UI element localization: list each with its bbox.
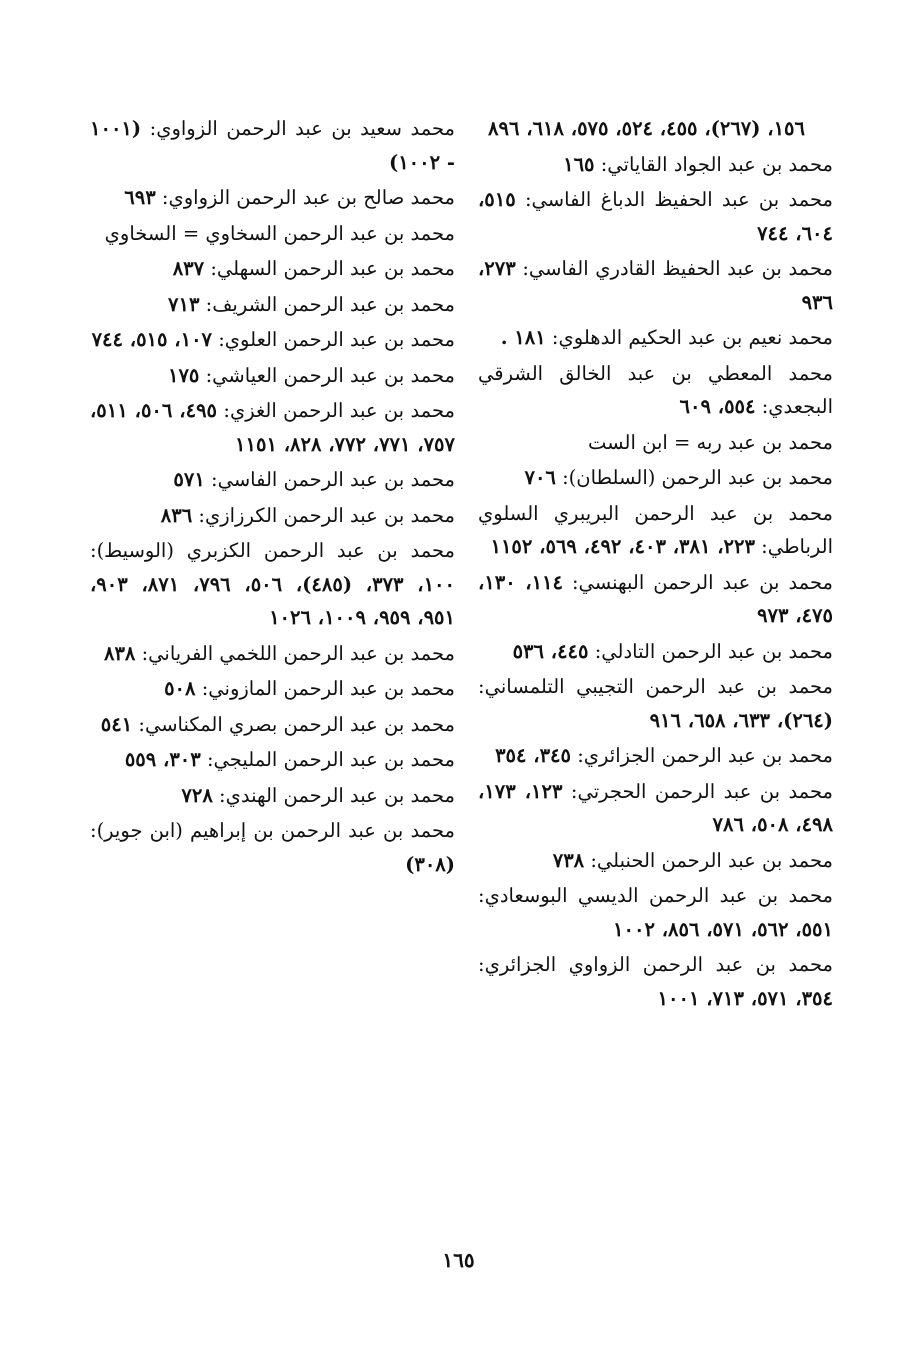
entry-name: محمد بن عبد ربه = ابن الست [588, 430, 833, 454]
entry-pages: ٣٤٥، ٣٥٤ [495, 744, 571, 767]
entry-pages: ١١٤، ١٣٠، ٤٧٥، ٩٧٣ [478, 570, 833, 627]
entry-pages: ٤٩٥، ٥٠٦، ٥١١، ٧٥٧، ٧٧١، ٧٧٢، ٨٢٨، ١١٥١ [90, 399, 455, 456]
index-entry [90, 637, 455, 671]
index-entry [90, 323, 455, 357]
entry-pages: ٧٢٨ [181, 783, 213, 807]
entry-name: محمد بن عبد الرحمن (السلطان): [562, 466, 833, 489]
index-entry [478, 775, 833, 842]
entry-pages: ٨٣٧ [172, 257, 205, 280]
entry-pages: ٦٩٣ [124, 186, 156, 209]
entry-pages: ٥٠٨ [164, 677, 196, 700]
entry-name: محمد بن عبد الرحمن الكرزازي: [198, 503, 455, 527]
entry-name: محمد بن عبد الحفيظ الدباغ الفاسي: [524, 188, 833, 211]
entry-name: محمد نعيم بن عبد الحكيم الدهلوي: [551, 326, 833, 349]
index-entry [90, 672, 455, 706]
entry-name: محمد بن عبد الرحمن السخاوي = السخاوي [104, 221, 455, 245]
entry-pages: ١٠٧، ٥١٥، ٧٤٤ [91, 328, 213, 351]
entry-pages: ٨٣٨ [103, 641, 136, 665]
index-entry [90, 499, 455, 533]
index-entry [90, 779, 455, 813]
entry-pages: ٥٥٤، ٦٠٩ [679, 395, 756, 418]
index-entry [90, 252, 455, 286]
entry-pages: ٧١٣ [168, 292, 200, 316]
entry-name: محمد بن عبد الرحمن الديسي البوسعادي: [478, 884, 833, 907]
entry-pages: ٧٠٦ [524, 466, 556, 489]
index-entry [478, 497, 833, 564]
index-entry [478, 879, 833, 946]
index-entry [478, 357, 833, 424]
entry-name: محمد بن عبد الرحمن الشريف: [205, 292, 455, 316]
entry-pages: ١٧٥ [167, 363, 200, 387]
entry-pages: ٥٤١ [100, 712, 133, 736]
index-entry [90, 463, 455, 497]
entry-name: محمد بن عبد الرحمن المازوني: [201, 677, 455, 700]
entry-pages: ٢٧٣، ٩٣٦ [478, 257, 833, 314]
index-entry [478, 635, 833, 669]
entry-name: محمد بن عبد الرحمن التجيبي التلمساني: [478, 675, 833, 698]
entry-name: محمد بن عبد الرحمن الزواوي الجزائري: [478, 953, 833, 976]
entry-pages: ١٦٥ [563, 152, 595, 176]
entry-pages: ٣٠٣، ٥٥٩ [124, 748, 201, 771]
index-entry [478, 426, 833, 460]
entry-pages: ٢٢٣، ٣٨١، ٤٠٣، ٤٩٢، ٥٦٩، ١١٥٢ [490, 535, 755, 558]
page-number: ١٦٥ [442, 1248, 475, 1272]
entry-pages: ١٥٦، (٢٦٧)، ٤٥٥، ٥٢٤، ٥٧٥، ٦١٨، ٨٩٦ [488, 117, 805, 140]
entry-name: محمد بن عبد الرحمن الكزبري (الوسيط): [90, 539, 455, 562]
entry-name: محمد بن عبد الرحمن الجزائري: [577, 744, 833, 767]
entry-name: محمد بن عبد الرحمن الهندي: [219, 783, 455, 807]
index-entry [478, 670, 833, 737]
entry-pages: ٤٤٥، ٥٣٦ [512, 639, 589, 663]
entry-pages: ٥١٥، ٦٠٤، ٧٤٤ [478, 188, 833, 245]
entry-name: محمد بن عبد الرحمن العلوي: [218, 328, 455, 351]
entry-pages: ١٠٠، ٣٧٣، (٤٨٥)، ٥٠٦، ٧٩٦، ٨٧١، ٩٠٣، ٩٥١، ٩٥٩، ١٠٠٩، ١٠٢٦ [90, 572, 455, 629]
index-entry [478, 321, 833, 355]
index-entry [478, 948, 833, 1015]
index-column-left [90, 112, 455, 883]
index-entry [90, 534, 455, 635]
index-entry [478, 566, 833, 633]
entry-name: محمد بن عبد الرحمن بن إبراهيم (ابن جوير): [90, 819, 455, 842]
entry-pages: ١٢٣، ١٧٣، ٤٩٨، ٥٠٨، ٧٨٦ [478, 779, 833, 836]
entry-name: محمد بن عبد الرحمن التادلي: [594, 639, 833, 663]
entry-pages: ٨٣٦ [160, 503, 193, 527]
entry-name: محمد بن عبد الرحمن السهلي: [210, 257, 455, 280]
index-entry [90, 217, 455, 251]
entry-name: محمد بن عبد الرحمن الحجرتي: [570, 779, 833, 803]
entry-name: محمد بن عبد الرحمن اللخمي الفرياني: [141, 641, 455, 665]
index-entry [478, 739, 833, 773]
index-entry [90, 359, 455, 393]
entry-name: محمد بن عبد الرحمن الفاسي: [211, 468, 455, 491]
entry-name: محمد المعطي بن عبد الخالق الشرقي البجعدي: [478, 361, 833, 418]
entry-pages: ٥٥١، ٥٦٢، ٥٧١، ٨٥٦، ١٠٠٢ [613, 917, 833, 941]
entry-pages: ٣٥٤، ٥٧١، ٧١٣، ١٠٠١ [657, 986, 833, 1010]
entry-pages: ٥٧١ [173, 468, 205, 491]
entry-name: محمد بن عبد الرحمن البريبري السلوي الرباطي: [478, 501, 833, 558]
index-entry [90, 288, 455, 322]
entry-pages: ١٨١ . [500, 326, 546, 349]
entry-name: محمد بن عبد الحفيظ القادري الفاسي: [522, 257, 833, 280]
entry-name: محمد بن عبد الرحمن العياشي: [205, 363, 455, 387]
entry-name: محمد سعيد بن عبد الرحمن الزواوي: [149, 117, 456, 140]
index-entry [90, 708, 455, 742]
index-entry [478, 844, 833, 878]
index-entry [478, 112, 833, 146]
entry-name: محمد بن عبد الرحمن الغزي: [223, 399, 455, 422]
entry-pages: (٣٠٨) [405, 852, 455, 876]
index-entry [478, 183, 833, 250]
entry-name: محمد بن عبد الرحمن بصري المكناسي: [138, 712, 455, 736]
entry-pages: (١٠٠١ - ١٠٠٢) [90, 117, 455, 174]
index-entry [478, 461, 833, 495]
index-entry [478, 148, 833, 182]
index-entry [90, 743, 455, 777]
entry-name: محمد بن عبد الرحمن البهنسي: [571, 570, 833, 594]
index-column-right [478, 112, 833, 1017]
entry-pages: ٧٣٨ [552, 848, 585, 872]
index-entry [478, 252, 833, 319]
entry-name: محمد صالح بن عبد الرحمن الزواوي: [161, 186, 455, 209]
entry-name: محمد بن عبد الجواد القاياتي: [600, 152, 833, 176]
index-entry [90, 394, 455, 461]
entry-pages: (٢٦٤)، ٦٣٣، ٦٥٨، ٩١٦ [649, 708, 833, 732]
index-entry [90, 181, 455, 215]
entry-name: محمد بن عبد الرحمن الحنبلي: [590, 848, 833, 872]
index-entry [90, 112, 455, 179]
index-entry [90, 814, 455, 881]
entry-name: محمد بن عبد الرحمن المليجي: [206, 748, 455, 771]
